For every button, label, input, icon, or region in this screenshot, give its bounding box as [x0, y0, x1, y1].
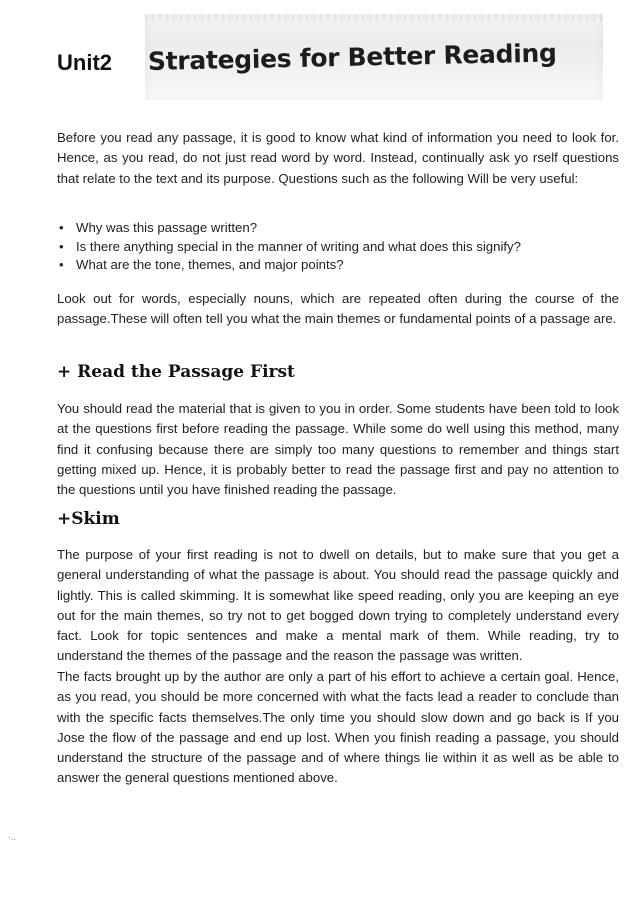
intro-paragraph: Before you read any passage, it is good to know what kind of information you need to look for. Hence, as you read, do not just read word by word. Instead, continually ask yo rself questions that relate to the text and its purpose. Questions such as the following Will be very useful: — [57, 130, 619, 186]
facts-paragraph: The facts brought up by the author are only a part of his effort to achieve a certain goal. Hence, as you read, you should be more concerned with what the facts lead a reader to conclude than with the specific facts themselves.The only time you should slow down and go back is If you Jose the flow of the passage and end up lost. When you finish reading a passage, you should understand the structure of the passage and of where things lie within it as well as be able to answer the general questions mentioned above. — [57, 669, 619, 786]
question-list — [57, 219, 619, 275]
lookout-paragraph: Look out for words, especially nouns, which are repeated often during the course of the passage.These will often tell you what the main themes or fundamental points of a passage are. — [57, 291, 619, 327]
list-item: • Why was this passage written? — [57, 219, 619, 238]
section-heading-read-first: + Read the Passage First — [57, 362, 295, 382]
page-title: Strategies for Better Reading — [147, 38, 557, 76]
list-item: • What are the tone, themes, and major points? — [57, 256, 619, 275]
section-heading-skim: +Skim — [57, 509, 120, 529]
list-item: • Is there anything special in the manner of writing and what does this signify? — [57, 238, 619, 257]
skim-paragraph: The purpose of your first reading is not to dwell on details, but to make sure that you get a general understanding of what the passage is about. You should read the passage quickly and lightly. This is called skimming. It is somewhat like speed reading, only you are keeping an eye out for the main themes, so try not to get bogged down trying to completely understand every fact. Look for topic sentences and make a mental mark of them. While reading, try to understand the themes of the passage and the reason the passage was written. — [57, 547, 619, 664]
read-first-paragraph: You should read the material that is given to you in order. Some students have been told to look at the questions first before reading the passage. While some do well using this method, many find it confusing because there are simply too many questions to remember and things start getting mixed up. Hence, it is probably better to read the passage first and pay no attention to the questions until you have finished reading the passage. — [57, 401, 619, 498]
corner-mark: ·.. — [8, 832, 16, 842]
unit-label: Unit2 — [57, 50, 112, 75]
